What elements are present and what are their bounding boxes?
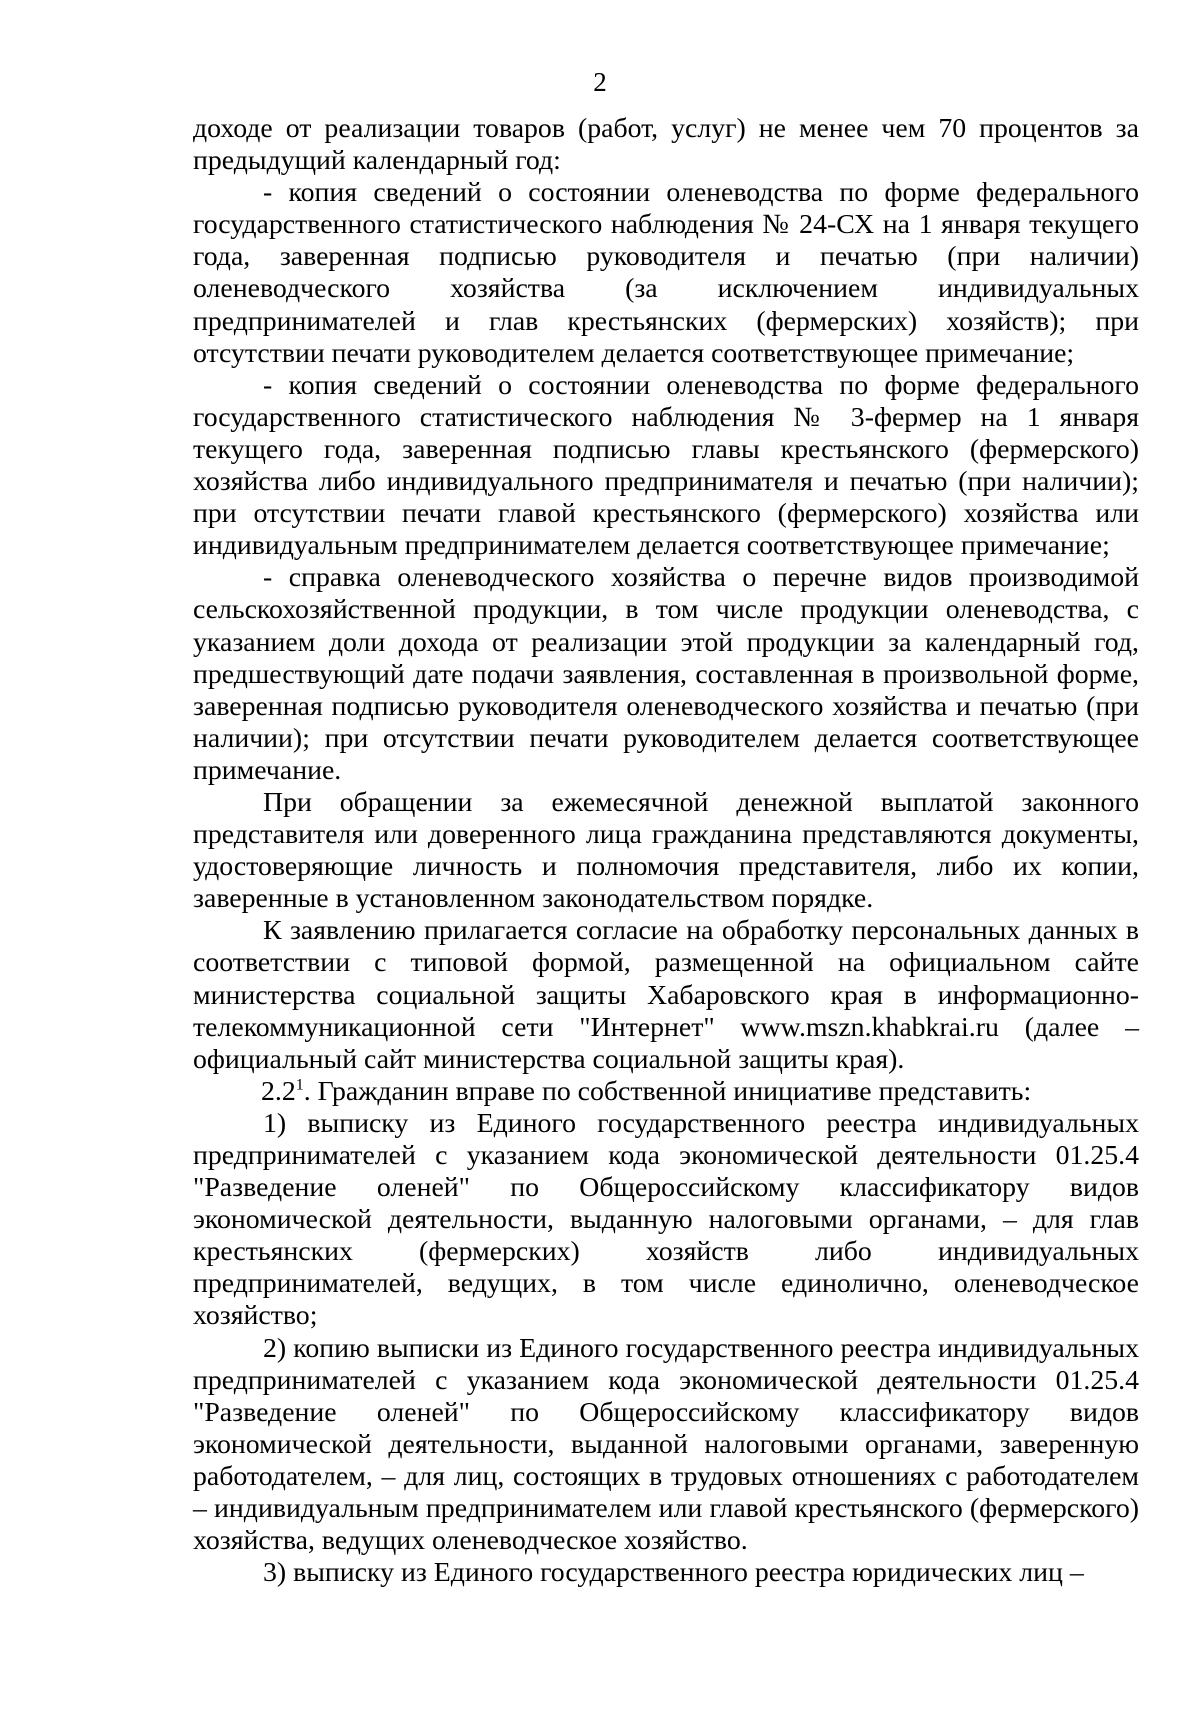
- paragraph-copy-3-fermer: - копия сведений о состоянии оленеводства по форме федерального государственного статистического наблюдения № 3-фермер на 1 января текущего года, заверенная подписью главы крестьянского (фермерского) хозяйства либо индивидуального предпринимателя и печатью (при наличии); при отсутствии печати главой крестьянского (фермерского) хозяйства или индивидуальным предпринимателем делается соответствующее примечание;: [193, 369, 1139, 562]
- paragraph-copy-24-sx: - копия сведений о состоянии оленеводства по форме федерального государственного статистического наблюдения № 24-СХ на 1 января текущего года, заверенная подписью руководителя и печатью (при наличии) оленеводческого хозяйства (за исключением индивидуальных предпринимателей и глав крестьянских (фермерских) хозяйств); при отсутствии печати руководителем делается соответствующее примечание;: [193, 177, 1139, 369]
- page-number: 2: [593, 67, 607, 97]
- document-body: [193, 113, 1139, 1589]
- paragraph-consent: К заявлению прилагается согласие на обработку персональных данных в соответствии с типовой формой, размещенной на официальном сайте министерства социальной защиты Хабаровского края в информационно-телекоммуникационной сети "Интернет" www.mszn.khabkrai.ru (далее – официальный сайт министерства социальной защиты края).: [193, 915, 1139, 1075]
- paragraph-certificate: - справка оленеводческого хозяйства о перечне видов производимой сельскохозяйственной продукции, в том числе продукции оленеводства, с указанием доли дохода от реализации этой продукции за календарный год, предшествующий дате подачи заявления, составленная в произвольной форме, заверенная подписью руководителя оленеводческого хозяйства и печатью (при наличии); при отсутствии печати руководителем делается соответствующее примечание.: [193, 562, 1139, 786]
- paragraph-representative: При обращении за ежемесячной денежной выплатой законного представителя или доверенного лица гражданина представляются документы, удостоверяющие личность и полномочия представителя, либо их копии, заверенные в установленном законодательством порядке.: [193, 786, 1139, 915]
- list-item-3: 3) выписку из Единого государственного реестра юридических лиц –: [263, 1557, 1084, 1589]
- paragraph-continuation: доходе от реализации товаров (работ, услуг) не менее чем 70 процентов за предыдущий календарный год:: [193, 113, 1139, 177]
- clause-2-2-1: [193, 1076, 1139, 1108]
- clause-superscript: 1: [295, 1076, 304, 1094]
- list-item-2: 2) копию выписки из Единого государственного реестра индивидуальных предпринимателей с указанием кода экономической деятельности 01.25.4 "Разведение оленей" по Общероссийскому классификатору видов экономической деятельности, выданной налоговыми органами, заверенную работодателем, – для лиц, состоящих в трудовых отношениях с работодателем – индивидуальным предпринимателем или главой крестьянского (фермерского) хозяйства, ведущих оленеводческое хозяйство.: [193, 1332, 1139, 1557]
- list-item-1: 1) выписку из Единого государственного реестра индивидуальных предпринимателей с указанием кода экономической деятельности 01.25.4 "Разведение оленей" по Общероссийскому классификатору видов экономической деятельности, выданную налоговыми органами, – для глав крестьянских (фермерских) хозяйств либо индивидуальных предпринимателей, ведущих, в том числе единолично, оленеводческое хозяйство;: [193, 1107, 1139, 1332]
- clause-text: . Гражданин вправе по собственной инициативе представить:: [303, 1075, 1032, 1107]
- clause-number: 2.2: [261, 1075, 296, 1107]
